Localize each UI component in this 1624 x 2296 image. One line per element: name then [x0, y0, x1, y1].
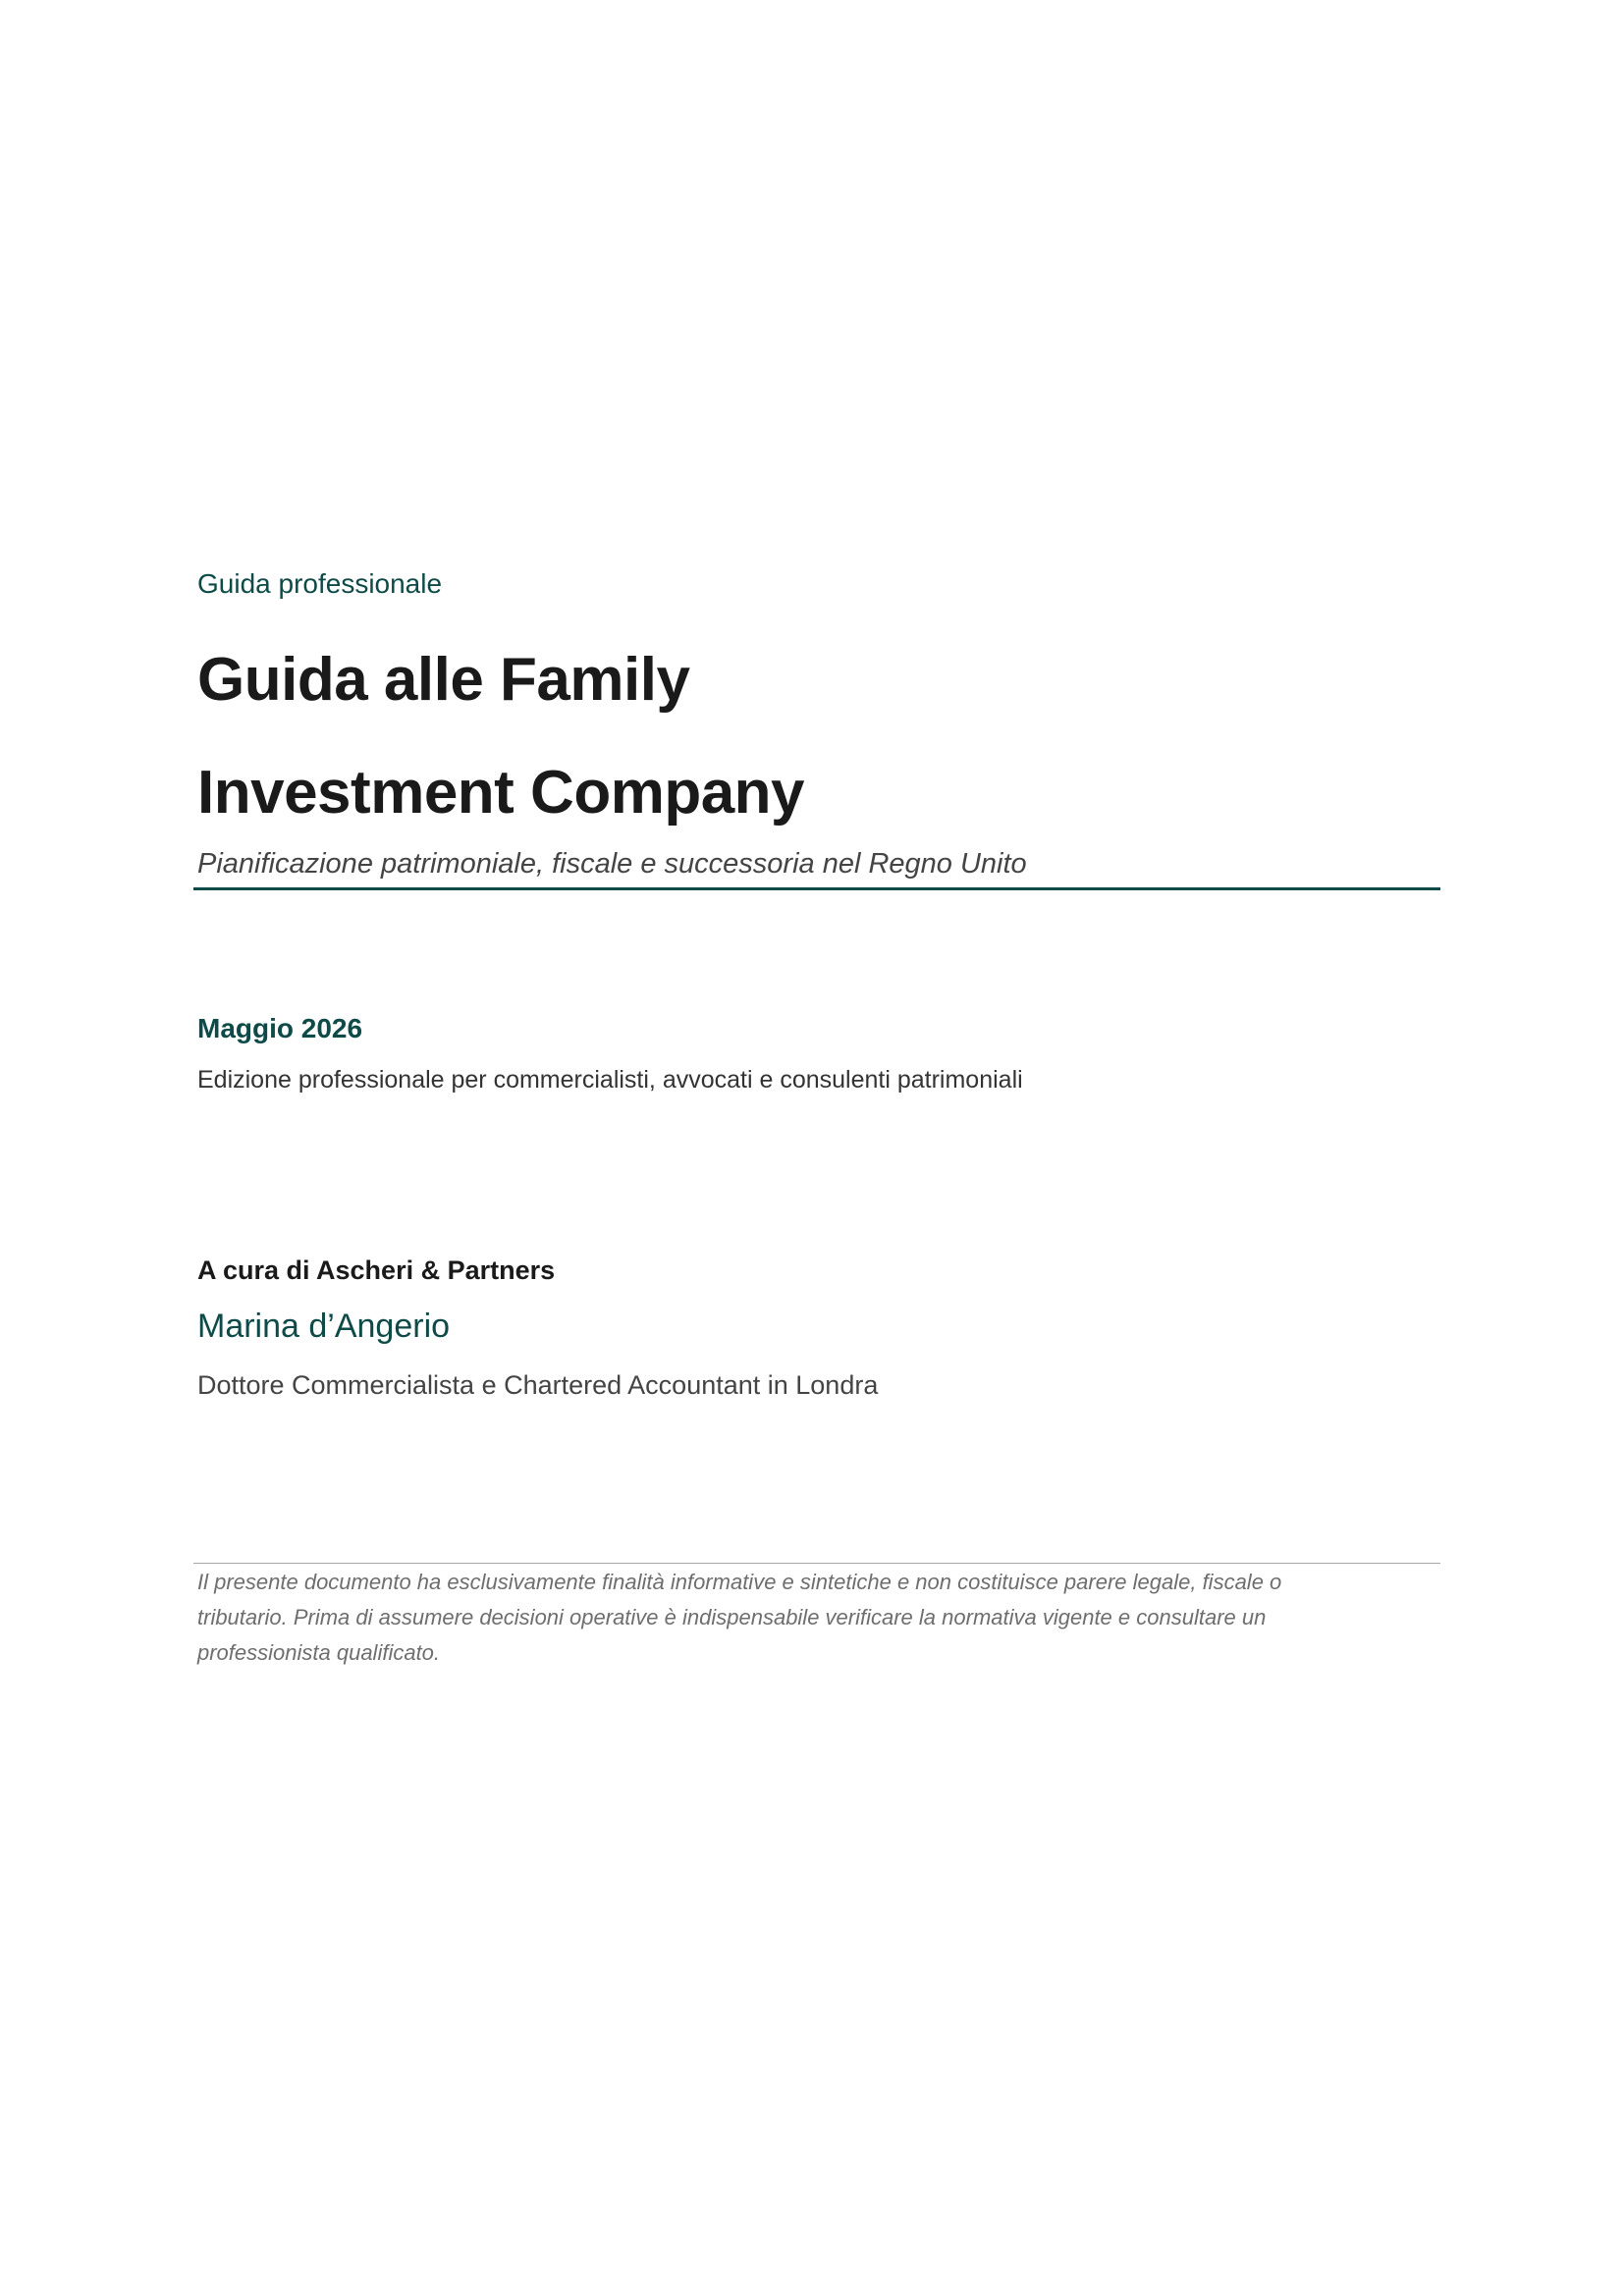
document-category: Guida professionale: [197, 568, 443, 599]
title-divider: [193, 887, 1440, 890]
disclaimer-text: Il presente documento ha esclusivamente finalità informative e sintetiche e non costituisce parere legale, fiscale o tributario. Prima di assumere decisioni operative è indispensabile verificare la normativa vigente e consultare un professionista qualificato.: [197, 1570, 1282, 1665]
publication-date: Maggio 2026: [197, 1013, 363, 1043]
curator-line: A cura di Ascheri & Partners: [197, 1255, 556, 1285]
disclaimer-divider: [193, 1563, 1440, 1564]
document-title: [197, 623, 1440, 849]
document-title-line-1: Guida alle Family: [197, 646, 690, 714]
author-role: Dottore Commercialista e Chartered Accountant in Londra: [197, 1370, 879, 1400]
author-name: Marina d’Angerio: [197, 1308, 451, 1345]
document-title-line-2: Investment Company: [197, 759, 805, 827]
document-subtitle: Pianificazione patrimoniale, fiscale e successoria nel Regno Unito: [197, 848, 1027, 880]
edition-description: Edizione professionale per commercialisti, avvocati e consulenti patrimoniali: [197, 1066, 1023, 1094]
